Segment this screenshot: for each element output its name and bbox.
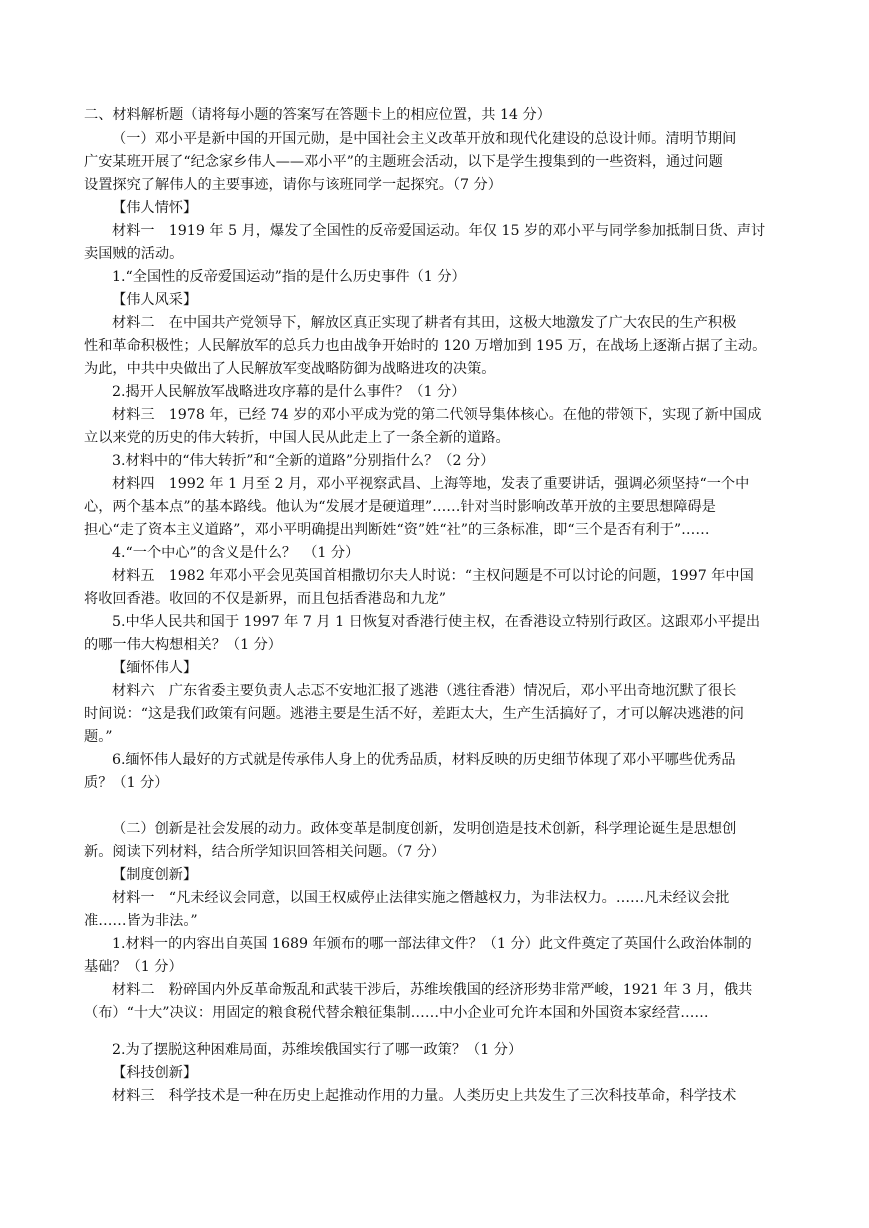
material-6-line: 题。” <box>84 729 113 745</box>
part1-intro-line: 设置探究了解伟人的主要事迹，请你与该班同学一起探究。（7 分） <box>84 177 502 193</box>
part1-intro-line: 广安某班开展了“纪念家乡伟人——邓小平”的主题班会活动，以下是学生搜集到的一些资料，通过问题 <box>84 154 723 170</box>
heading-zhidu-chuangxin: 【制度创新】 <box>112 867 198 883</box>
material-5-line: 将收回香港。收回的不仅是新界，而且包括香港岛和九龙” <box>84 591 446 607</box>
material-3-line: 材料三 1978 年，已经 74 岁的邓小平成为党的第二代领导集体核心。在他的带领下，实现了新中国成 <box>112 407 762 423</box>
material-3-line: 立以来党的历史的伟大转折，中国人民从此走上了一条全新的道路。 <box>84 430 510 446</box>
material-1-line: 卖国贼的活动。 <box>84 246 184 262</box>
heading-miaohuai-weiren: 【缅怀伟人】 <box>112 660 198 676</box>
material-5-line: 材料五 1982 年邓小平会见英国首相撒切尔夫人时说：“主权问题是不可以讨论的问题，1997 年中国 <box>112 568 754 584</box>
question-5-line: 5.中华人民共和国于 1997 年 7 月 1 日恢复对香港行使主权，在香港设立特别行政区。这跟邓小平提出 <box>112 614 761 630</box>
material-6-line: 时间说：“这是我们政策有问题。逃港主要是生活不好，差距太大，生产生活搞好了，才可以解决逃港的问 <box>84 706 744 722</box>
material-4-line: 心，两个基本点”的基本路线。他认为“发展才是硬道理”……针对当时影响改革开放的主要思想障碍是 <box>84 499 716 515</box>
material-6-line: 材料六 广东省委主要负责人忐忑不安地汇报了逃港（逃往香港）情况后，邓小平出奇地沉默了很长 <box>112 683 737 699</box>
material-2-line: 为此，中共中央做出了人民解放军变战略防御为战略进攻的决策。 <box>84 361 496 377</box>
question-6-line: 质？（1 分） <box>84 775 169 791</box>
heading-weiren-qinghuai: 【伟人情怀】 <box>112 200 198 216</box>
heading-weiren-fengcai: 【伟人风采】 <box>112 292 198 308</box>
part2-question-2: 2.为了摆脱这种困难局面，苏维埃俄国实行了哪一政策？（1 分） <box>112 1042 523 1058</box>
part2-material-3-line: 材料三 科学技术是一种在历史上起推动作用的力量。人类历史上共发生了三次科技革命，科学技术 <box>112 1088 737 1104</box>
material-4-line: 材料四 1992 年 1 月至 2 月，邓小平视察武昌、上海等地，发表了重要讲话，强调必须坚持“一个中 <box>112 476 750 492</box>
part2-question-1-line: 1.材料一的内容出自英国 1689 年颁布的哪一部法律文件？（1 分）此文件奠定了英国什么政治体制的 <box>112 936 752 952</box>
material-1-line: 材料一 1919 年 5 月，爆发了全国性的反帝爱国运动。年仅 15 岁的邓小平与同学参加抵制日货、声讨 <box>112 223 766 239</box>
question-4: 4.“一个中心”的含义是什么？ （1 分） <box>112 545 360 561</box>
material-4-line: 担心“走了资本主义道路”，邓小平明确提出判断姓“资”姓“社”的三条标准，即“三个是否有利于”…… <box>84 522 710 538</box>
question-6-line: 6.缅怀伟人最好的方式就是传承伟人身上的优秀品质，材料反映的历史细节体现了邓小平哪些优秀品 <box>112 752 736 768</box>
part2-material-2-line: 材料二 粉碎国内外反革命叛乱和武装干涉后，苏维埃俄国的经济形势非常严峻，1921 年 3 月，俄共 <box>112 982 753 998</box>
material-2-line: 性和革命积极性；人民解放军的总兵力也由战争开始时的 120 万增加到 195 万，在战场上逐渐占据了主动。 <box>84 338 767 354</box>
material-2-line: 材料二 在中国共产党领导下，解放区真正实现了耕者有其田，这极大地激发了广大农民的生产积极 <box>112 315 737 331</box>
section-title: 二、材料解析题（请将每小题的答案写在答题卡上的相应位置，共 14 分） <box>84 107 551 123</box>
part1-intro-line: （一）邓小平是新中国的开国元勋，是中国社会主义改革开放和现代化建设的总设计师。清明节期间 <box>112 131 737 147</box>
part2-material-1-line: 材料一 “凡未经议会同意，以国王权威停止法律实施之僭越权力，为非法权力。……凡未经议会批 <box>112 890 730 906</box>
part2-intro-line: 新。阅读下列材料，结合所学知识回答相关问题。（7 分） <box>84 844 446 860</box>
question-3: 3.材料中的“伟大转折”和“全新的道路”分别指什么？（2 分） <box>112 453 495 469</box>
part2-intro-line: （二）创新是社会发展的动力。政体变革是制度创新，发明创造是技术创新，科学理论诞生是思想创 <box>112 821 737 837</box>
question-2: 2.揭开人民解放军战略进攻序幕的是什么事件？（1 分） <box>112 384 466 400</box>
heading-keji-chuangxin: 【科技创新】 <box>112 1065 198 1081</box>
part2-material-1-line: 准……皆为非法。” <box>84 913 198 929</box>
part2-question-1-line: 基础？（1 分） <box>84 959 183 975</box>
question-1: 1.“全国性的反帝爱国运动”指的是什么历史事件（1 分） <box>112 269 466 285</box>
question-5-line: 的哪一伟大构想相关？（1 分） <box>84 637 282 653</box>
part2-material-2-line: （布）“十大”决议：用固定的粮食税代替余粮征集制……中小企业可允许本国和外国资本家经营…… <box>84 1005 709 1021</box>
